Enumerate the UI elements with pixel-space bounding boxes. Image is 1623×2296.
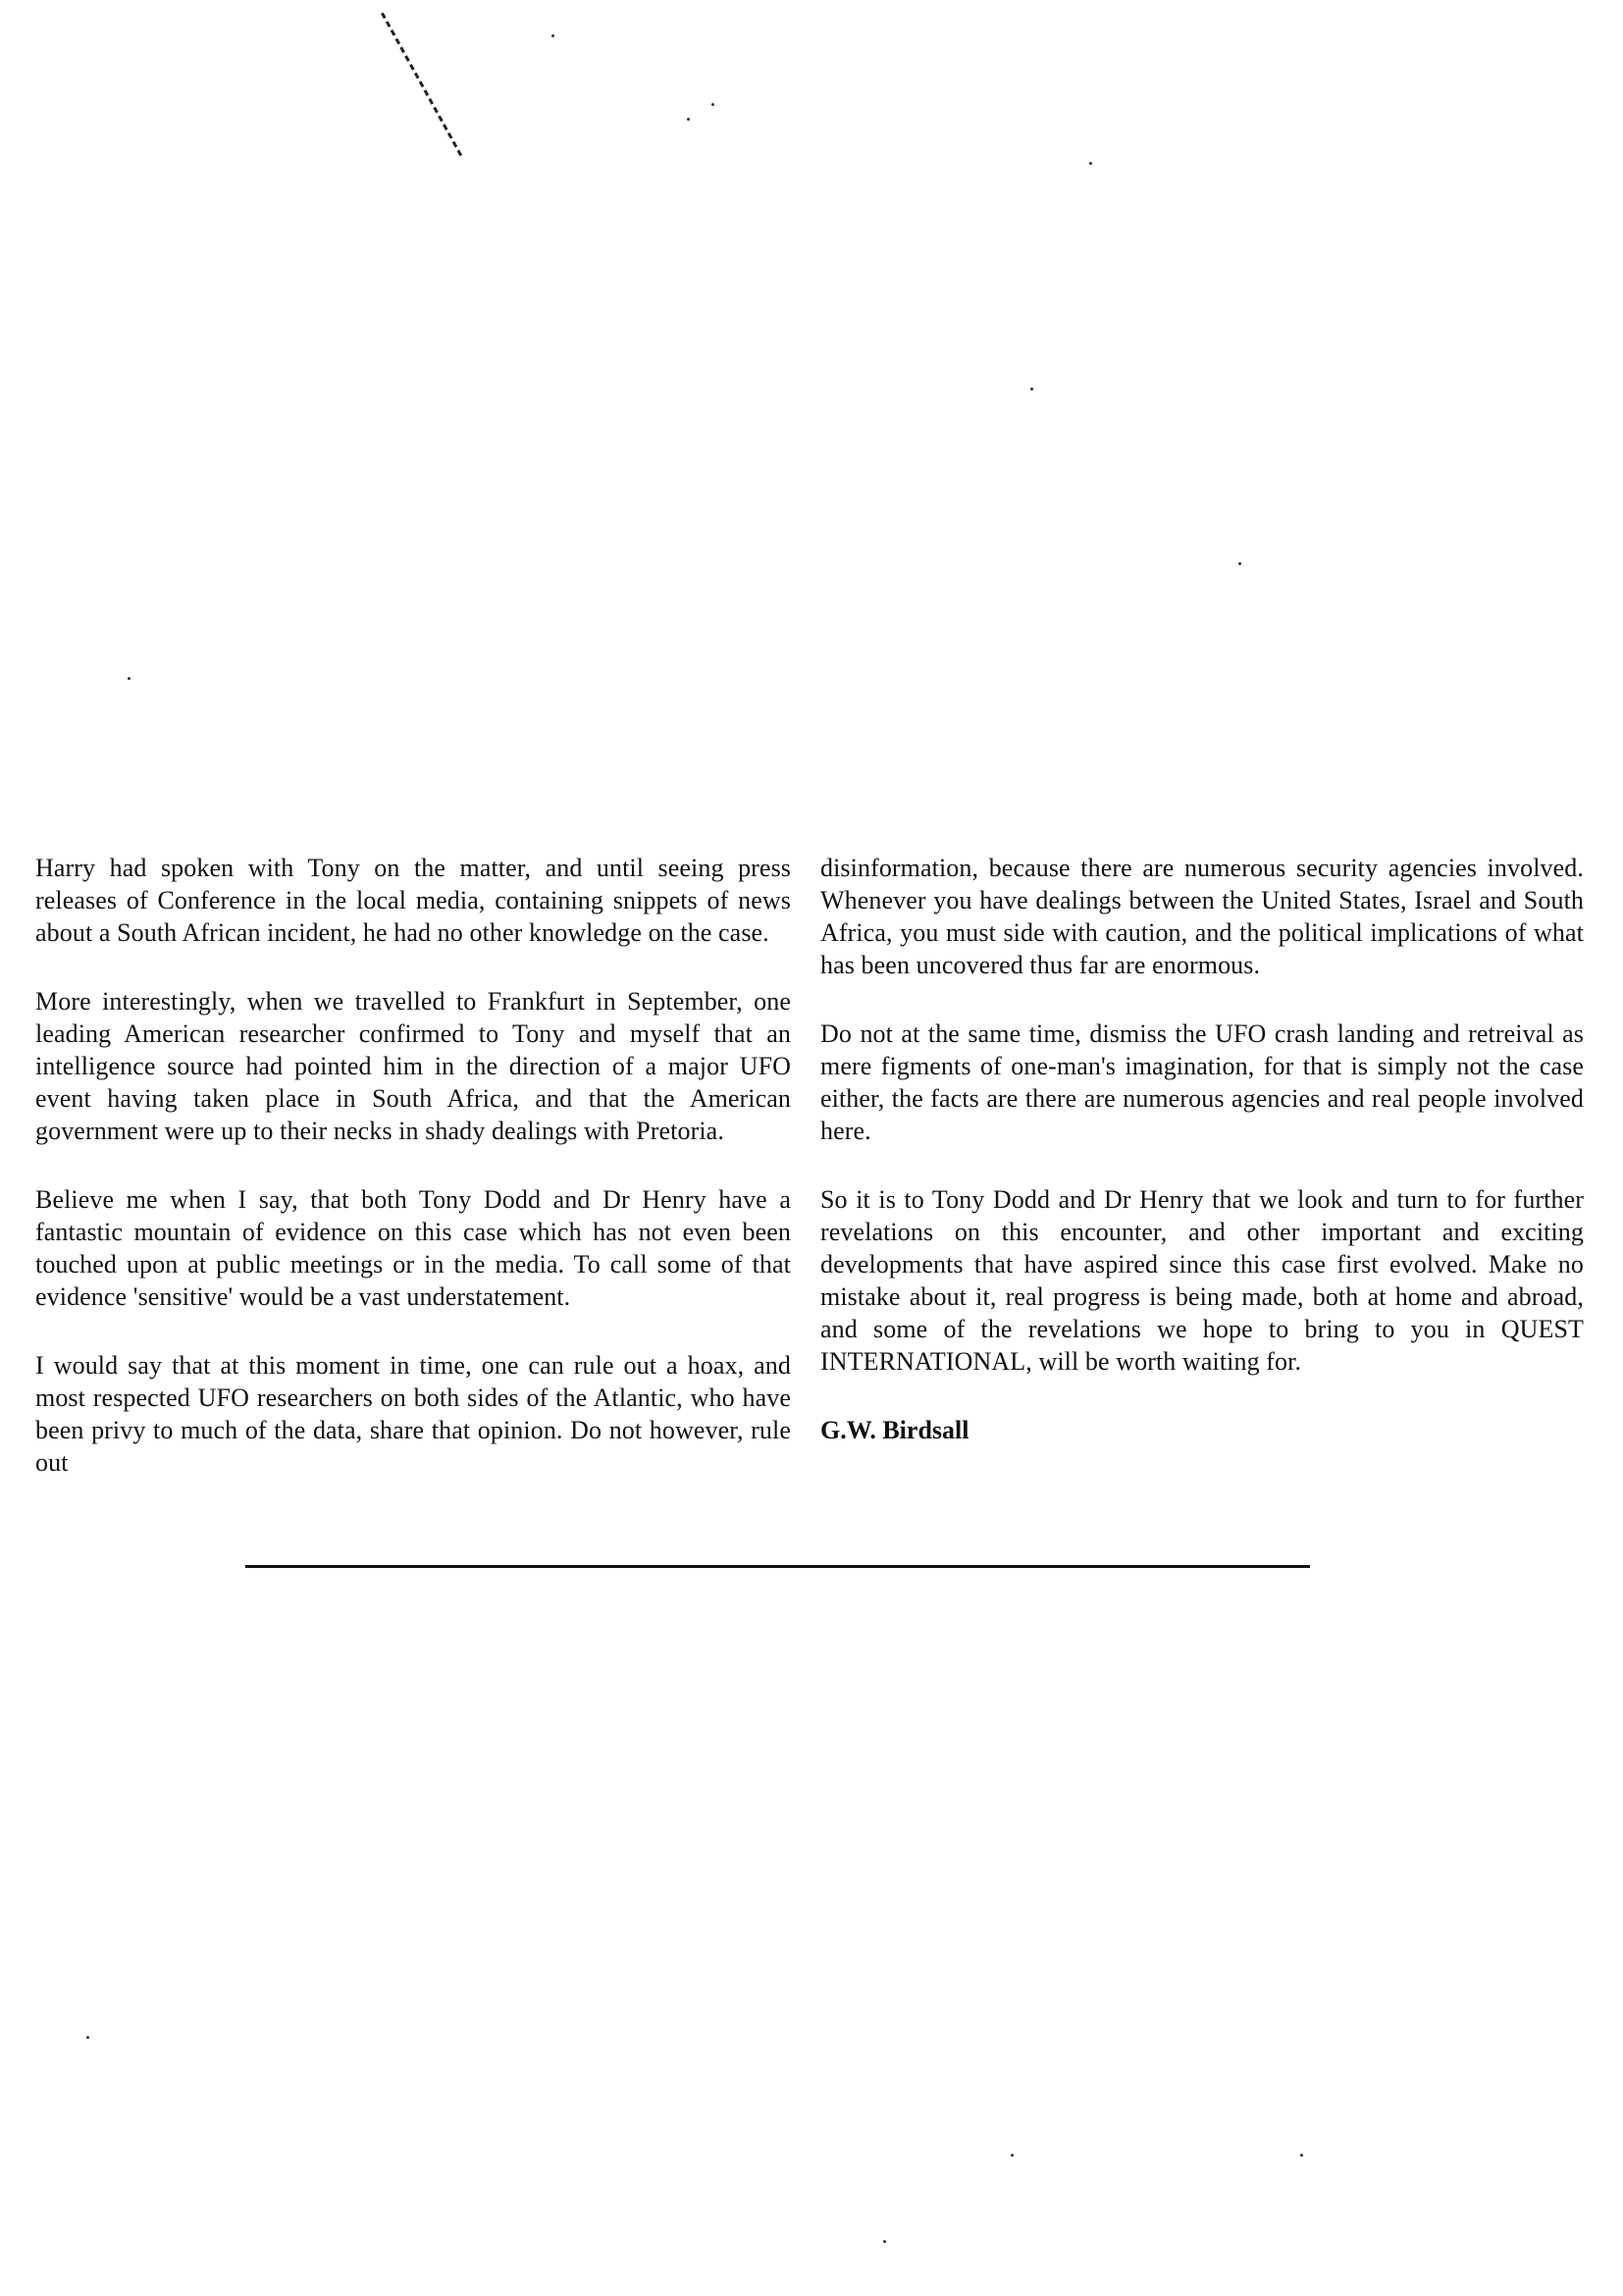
scan-speck — [1089, 162, 1092, 165]
scan-speck — [1300, 2154, 1303, 2157]
paragraph: Harry had spoken with Tony on the matter, and until seeing press releases of Conference in the local media, containing snippets of news about a South African incident, he had no other knowledge on the case. — [35, 854, 791, 947]
scan-speck — [687, 118, 690, 121]
scan-speck — [711, 103, 714, 106]
paragraph: I would say that at this moment in time, one can rule out a hoax, and most respected UFO researchers on both sides of the Atlantic, who have been privy to much of the data, share that opinion. Do not however, rule out — [35, 1351, 791, 1477]
right-column — [820, 852, 1584, 1446]
scan-speck — [1030, 388, 1033, 391]
scan-speck — [128, 677, 131, 680]
left-column — [35, 852, 791, 1515]
paragraph: More interestingly, when we travelled to Frankfurt in September, one leading American researcher confirmed to Tony and myself that an intelligence source had pointed him in the direction of a major UFO event having taken place in South Africa, and that the American government were up to their necks in shady dealings with Pretoria. — [35, 987, 791, 1145]
scan-speck — [1011, 2154, 1014, 2157]
scan-speck — [551, 34, 554, 37]
paragraph: So it is to Tony Dodd and Dr Henry that we look and turn to for further revelations on this encounter, and other important and exciting developments that have aspired since this case first evolved. Make no mistake about it, real progress is being made, both at home and abroad, and some of the revelations we hope to bring to you in QUEST INTERNATIONAL, will be worth waiting for. — [820, 1185, 1584, 1376]
author-signature: G.W. Birdsall — [820, 1416, 969, 1444]
horizontal-rule — [245, 1565, 1310, 1568]
paragraph: disinformation, because there are numerous security agencies involved. Whenever you have dealings between the United States, Israel and South Africa, you must side with caution, and the political implications of what has been uncovered thus far are enormous. — [820, 854, 1584, 979]
paragraph: Believe me when I say, that both Tony Dodd and Dr Henry have a fantastic mountain of evidence on this case which has not even been touched upon at public meetings or in the media. To call some of that evidence 'sensitive' would be a vast understatement. — [35, 1185, 791, 1311]
scan-speck — [883, 2240, 886, 2243]
scan-speck — [1238, 562, 1241, 565]
scan-artifact-stroke — [381, 13, 464, 160]
scan-speck — [86, 2036, 89, 2039]
paragraph: Do not at the same time, dismiss the UFO crash landing and retreival as mere figments of one-man's imagination, for that is simply not the case either, the facts are there are numerous agencies and real people involved here. — [820, 1019, 1584, 1145]
